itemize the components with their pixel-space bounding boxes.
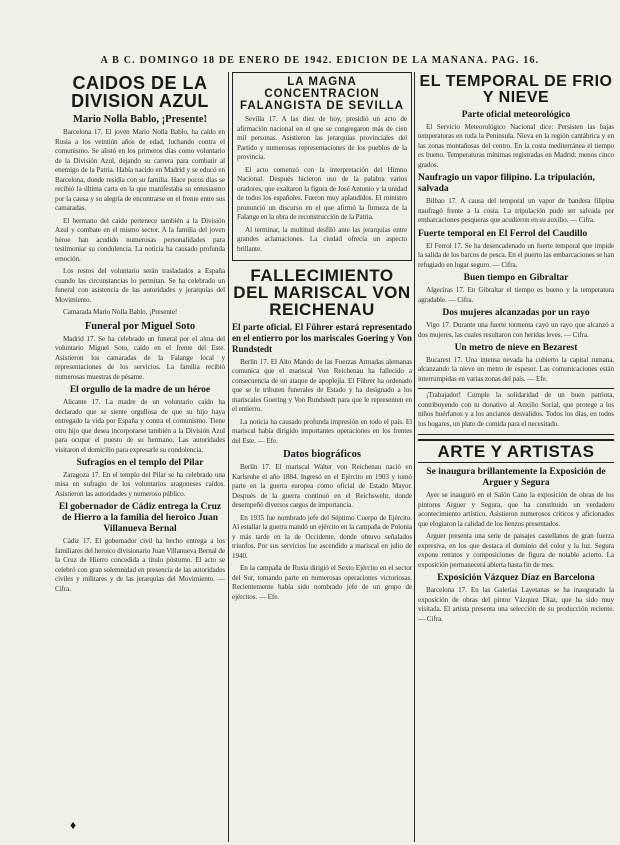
article-paragraph: Berlín 17. El Alto Mando de las Fuerzas Armadas alemanas comunica que el mariscal Von Reichenau ha fallecido a consecuencia de un ataque de apoplejía. El Führer ha ordenado que se le tributen funerales de Estado y ha designado a los mariscales Goering y Von Rundstedt para que le representen en el entierro. (232, 357, 412, 414)
article-paragraph: El Ferrol 17. Se ha desencadenado un fuerte temporal que impide la salida de los barcos de pesca. En el puerto las embarcaciones se han refugiado en lugar seguro. — Cifra. (418, 241, 614, 269)
article-paragraph: Ayer se inauguró en el Salón Cano la exposición de obras de los pintores Arguer y Segura, que ha constituido un verdadero acontecimiento artístico. Asistieron numerosos críticos y aficionados que elogiaron la calidad de los lienzos presentados. (418, 491, 614, 528)
footer-mark: ♦ (70, 818, 77, 832)
article-paragraph: En 1935 fue nombrado jefe del Séptimo Cuerpo de Ejército. Al estallar la guerra mandó un ejército en la campaña de Polonia y más tarde en la de Occidente, donde obtuvo señalados triunfos. Por sus servicios fue ascendido a mariscal en julio de 1940. (232, 513, 412, 560)
article-paragraph: En la campaña de Rusia dirigió el Sexto Ejército en el sector del Sur, tomando parte en numerosas operaciones victoriosas. Recientemente había sido nombrado jefe de un grupo de ejércitos. — Efe. (232, 564, 412, 601)
subhead-ferrol: Fuerte temporal en El Ferrol del Caudillo (418, 228, 588, 239)
article-paragraph: Berlín 17. El mariscal Walter von Reichenau nació en Karlsruhe el año 1884. Ingresó en el Ejército en 1903 y tomó parte en la guerra europea como oficial de Estado Mayor. Después de la guerra continuó en el Reichswehr, donde desempeñó diversos cargos de importancia. (232, 463, 412, 510)
article-paragraph: Barcelona 17. En las Galerías Layetanas se ha inaugurado la exposición de obras del pintor Vázquez Díaz, que ha sido muy visitada. El artista presenta una selección de su producción reciente. — Cifra. (418, 586, 614, 623)
article-paragraph: Alicante 17. La madre de un voluntario caído ha declarado que se siente orgullosa de que su hijo haya entregado la vida por España y contra el comunismo. Tiene otro hijo que desea incorporarse también a la División Azul para ocupar el puesto de su hermano. Las autoridades visitaron el domicilio para expresarle su condolencia. (55, 398, 225, 454)
article-paragraph: Barcelona 17. El joven Mario Nolla Bablo, ha caído en Rusia a los veintiún años de edad, luchando contra el comunismo. Se alistó en los primeros días como voluntario de la División Azul, dejando su carrera para combatir al enemigo de la Patria. Había nacido en Madrid y se educó en Barcelona, donde residía con su familia. Hace pocos días se recibió la última carta en la que manifestaba su entusiasmo por la causa y su alegría de encontrarse en el frente entre sus camaradas. (55, 128, 225, 213)
headline-caidos: CAIDOS DE LA DIVISION AZUL (71, 73, 209, 111)
column-3 (418, 72, 614, 842)
subhead-gibraltar: Buen tiempo en Gibraltar (463, 273, 569, 284)
column-rule-2 (414, 72, 415, 842)
article-paragraph: Los restos del voluntario serán trasladados a España cuando las circunstancias lo permitan. Se ha celebrado un funeral con asistencia de las autoridades y jerarquías del Movimiento. (55, 267, 225, 304)
deck-parte-oficial: El parte oficial. El Führer estará representado en el entierro por los mariscales Goering y Von Rundstedt (232, 322, 412, 354)
article-paragraph: Al terminar, la multitud desfiló ante las jerarquías entre grandes aclamaciones. La ciudad ofrecía un aspecto brillante. (237, 225, 407, 253)
subhead-orgullo-madre: El orgullo de la madre de un héroe (69, 385, 211, 396)
article-paragraph: Arguer presenta una serie de paisajes castellanos de gran fuerza expresiva, en los que destaca el dominio del color y la luz. Segura expone retratos y composiciones de figura de notable acierto. La exposición permanecerá abierta hasta fin de mes. (418, 532, 614, 569)
boxed-article-sevilla (232, 72, 412, 261)
subhead-naufragio: Naufragio un vapor filipino. La tripulación, salvada (418, 173, 595, 195)
article-paragraph: Bilbao 17. A causa del temporal un vapor de bandera filipina naufragó frente a la costa. La tripulación pudo ser salvada por embarcaciones pesqueras que acudieron en su auxilio. — Cifra. (418, 197, 614, 225)
subhead-parte-meteorologico: Parte oficial meteorológico (461, 110, 571, 120)
headline-arte-artistas: ARTE Y ARTISTAS (418, 439, 614, 463)
article-paragraph: Zaragoza 17. En el templo del Pilar se ha celebrado una misa en sufragio de los voluntarios aragoneses caídos. Asistieron las autoridades y numeroso público. (55, 470, 225, 498)
headline-temporal: EL TEMPORAL DE FRIO Y NIEVE (419, 73, 613, 106)
article-paragraph: Cádiz 17. El gobernador civil ha hecho entrega a los familiares del heroico divisionario Juan Villanueva Bernal de la Cruz de Hierro concedida a título póstumo. El acto se celebró con gran solemnidad en presencia de las autoridades civiles y militares y de las jerarquías del Movimiento. — Cifra. (55, 537, 225, 593)
column-1 (55, 72, 225, 842)
subhead-mario-nolla: Mario Nolla Bablo, ¡Presente! (73, 114, 207, 125)
subhead-datos-biograficos: Datos biográficos (283, 449, 361, 461)
headline-fallecimiento: FALLECIMIENTO DEL MARISCAL VON REICHENAU (233, 266, 411, 320)
column-2 (232, 72, 412, 842)
article-paragraph: Vigo 17. Durante una fuerte tormenta cayó un rayo que alcanzó a dos mujeres, las cuales resultaron con heridas leves. — Cifra. (418, 321, 614, 339)
subhead-vazquez-diaz: Exposición Vázquez Díaz en Barcelona (437, 573, 595, 584)
notice-text: ¡Trabajador! Cumple la solidaridad de un buen patriota, contribuyendo con tu donativo al Auxilio Social, que protege a los niños huérfanos y a los ancianos desvalidos. Todos los días, en todos los hogares, un plato de comida para el necesitado. (418, 391, 614, 428)
article-paragraph: El acto comenzó con la interpretación del Himno Nacional. Después hicieron uso de la palabra varios oradores, que exaltaron la figura de José Antonio y la unidad de todos los españoles. Fueron muy aplaudidos. El ministro pronunció un discurso en el que afirmó la firmeza de la Falange en la obra de reconstrucción de la Patria. (237, 165, 407, 222)
page-running-header: A B C. DOMINGO 18 DE ENERO DE 1942. EDICION DE LA MAÑANA. PAG. 16. (100, 55, 540, 66)
subhead-gobernador-cadiz: El gobernador de Cádiz entrega la Cruz de Hierro a la familia del heroico Juan Villanueva Bernal (58, 502, 222, 535)
subhead-sufragios-pilar: Sufragios en el templo del Pilar (76, 458, 204, 469)
article-paragraph: Sevilla 17. A las diez de hoy, presidió un acto de afirmación nacional en el que se congregaron más de cien mil personas. Asistieron las jerarquías provinciales del Partido y numerosas representaciones de los pueblos de la provincia. (237, 115, 407, 162)
article-paragraph: Madrid 17. Se ha celebrado un funeral por el alma del voluntario Miguel Soto, caído en el frente del Este. Asistieron los camaradas de la Falange local y representaciones de los servicios. La familia recibió numerosas muestras de pésame. (55, 334, 225, 381)
subhead-nieve-bucarest: Un metro de nieve en Bezarest (454, 343, 578, 354)
subhead-funeral: Funeral por Miguel Soto (84, 320, 196, 332)
subhead-rayo: Dos mujeres alcanzadas por un rayo (442, 308, 590, 319)
column-rule-1 (228, 72, 229, 842)
subhead-exposicion-arguer: Se inaugura brillantemente la Exposición de Arguer y Segura (426, 467, 606, 489)
notice-box (418, 388, 614, 435)
article-paragraph: La noticia ha causado profunda impresión en todo el país. El mariscal había dirigido importantes operaciones en los frentes del Este. — Efe. (232, 417, 412, 445)
article-paragraph: El hermano del caído pertenece también a la División Azul y combate en el mismo sector. A la familia del joven héroe han acudido numerosas personalidades para testimoniar su condolencia. La noticia ha causado profunda emoción. (55, 216, 225, 263)
article-paragraph: Camarada Mario Nolla Bablo, ¡Presente! (63, 308, 178, 317)
article-paragraph: Algeciras 17. En Gibraltar el tiempo es bueno y la temperatura agradable. — Cifra. (418, 286, 614, 304)
headline-concentracion-sevilla: LA MAGNA CONCENTRACION FALANGISTA DE SEVILLA (239, 76, 405, 113)
article-paragraph: Bucarest 17. Una intensa nevada ha cubierto la capital rumana, alcanzando la nieve un metro de espesor. Las comunicaciones están interrumpidas en varias zonas del país. — Efe. (418, 355, 614, 383)
article-paragraph: El Servicio Meteorológico Nacional dice: Persisten las bajas temperaturas en toda la Península. Nieva en la región cantábrica y en las zonas montañosas del centro. En la costa mediterránea el tiempo es bueno. Temperaturas mínimas registradas en Madrid: menos cinco grados. (418, 122, 614, 169)
